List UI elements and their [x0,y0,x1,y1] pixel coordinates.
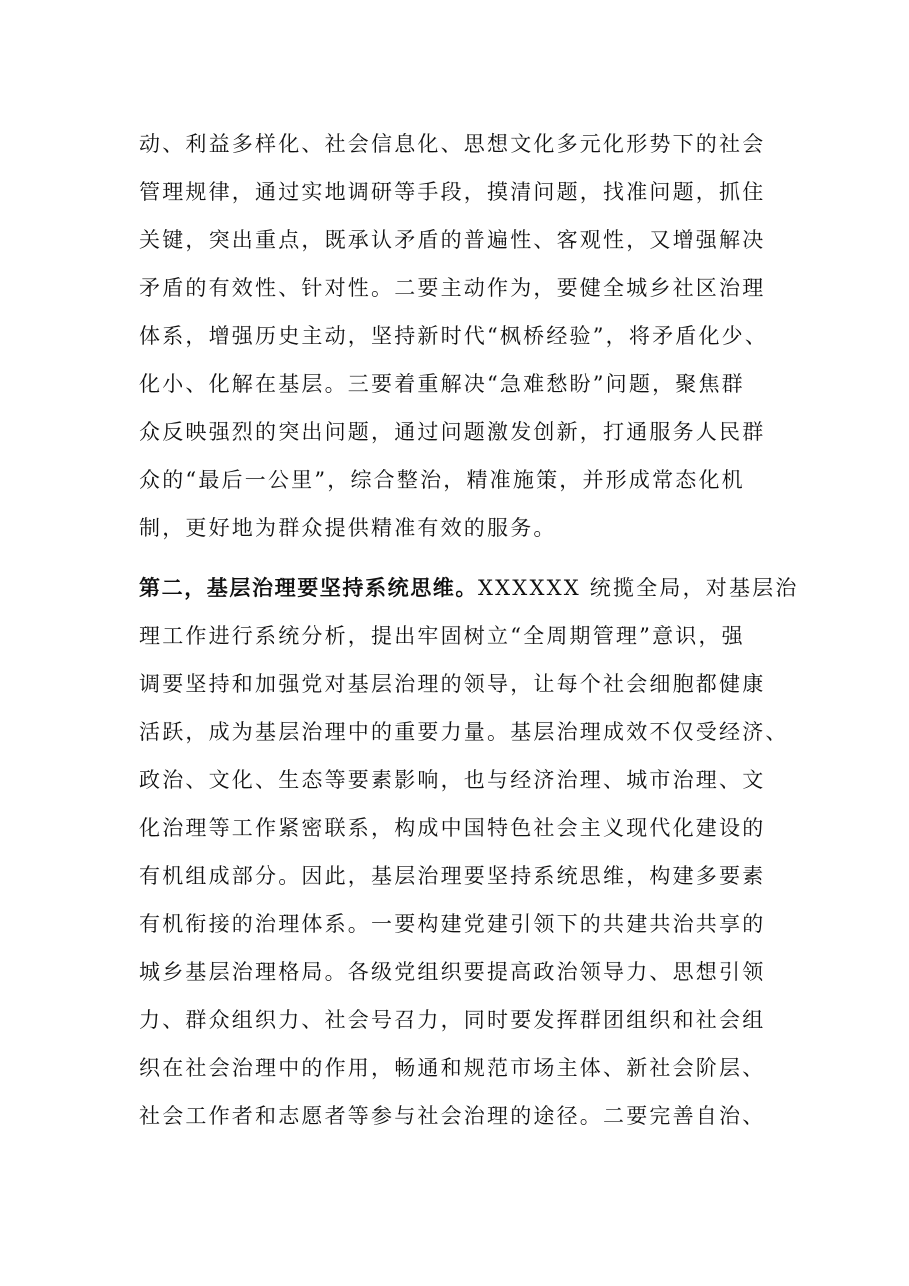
first-line-text: XXXXXX 统揽全局，对基层治 [478,576,799,600]
paragraph-2 [139,564,799,1140]
text-line: 调要坚持和加强党对基层治理的领导，让每个社会细胞都健康 [139,672,766,696]
text-line: 织在社会治理中的作用，畅通和规范市场主体、新社会阶层、 [139,1056,766,1080]
text-line: 有机组成部分。因此，基层治理要坚持系统思维，构建多要素 [139,864,766,888]
paragraph-1 [139,120,779,552]
text-line: 制，更好地为群众提供精准有效的服务。 [139,516,557,540]
text-line: 理工作进行系统分析，提出牢固树立“全周期管理”意识，强 [139,624,745,648]
text-line: 活跃，成为基层治理中的重要力量。基层治理成效不仅受经济、 [139,720,789,744]
text-line: 城乡基层治理格局。各级党组织要提高政治领导力、思想引领 [139,960,766,984]
text-line: 矛盾的有效性、针对性。二要主动作为，要健全城乡社区治理 [139,276,766,300]
paragraph-first-line [139,564,799,612]
text-line: 化小、化解在基层。三要着重解决“急难愁盼”问题，聚焦群 [139,372,745,396]
text-line: 众反映强烈的突出问题，通过问题激发创新，打通服务人民群 [139,420,766,444]
text-line: 管理规律，通过实地调研等手段，摸清问题，找准问题，抓住 [139,180,766,204]
text-line: 有机衔接的治理体系。一要构建党建引领下的共建共治共享的 [139,912,766,936]
text-line: 社会工作者和志愿者等参与社会治理的途径。二要完善自治、 [139,1104,766,1128]
section-heading: 第二，基层治理要坚持系统思维。 [139,576,478,600]
text-line: 化治理等工作紧密联系，构成中国特色社会主义现代化建设的 [139,816,766,840]
text-line: 力、群众组织力、社会号召力，同时要发挥群团组织和社会组 [139,1008,766,1032]
text-line: 动、利益多样化、社会信息化、思想文化多元化形势下的社会 [139,132,766,156]
text-line: 体系，增强历史主动，坚持新时代“枫桥经验”，将矛盾化少、 [139,324,769,348]
text-line: 政治、文化、生态等要素影响，也与经济治理、城市治理、文 [139,768,766,792]
text-line: 关键，突出重点，既承认矛盾的普遍性、客观性，又增强解决 [139,228,766,252]
text-line: 众的“最后一公里”，综合整治，精准施策，并形成常态化机 [139,468,745,492]
